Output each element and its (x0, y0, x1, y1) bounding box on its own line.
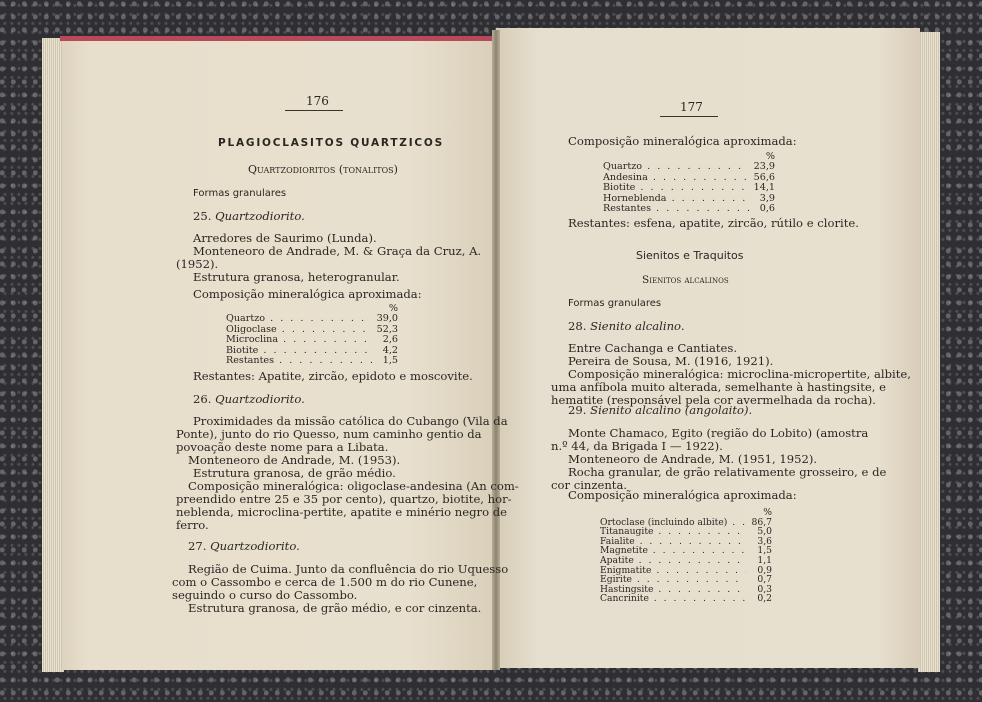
text-line: Pereira de Sousa, M. (1916, 1921). (568, 354, 774, 368)
page-number-rule (285, 110, 343, 111)
page-edges-left (42, 38, 64, 672)
text-line: hematite (responsável pela cor avermelhada da rocha). (551, 393, 876, 407)
remainder-text: Restantes: esfena, apatite, zircão, rútilo e clorite. (568, 216, 859, 230)
text-line: Composição mineralógica: oligoclase-andesina (An com- (188, 479, 519, 493)
entry-number: 28. (568, 319, 587, 333)
table-row: Microclina . . . 2,6 (226, 335, 398, 345)
text-line: Monteneoro de Andrade, M. (1953). (188, 453, 401, 467)
composition-label: Composição mineralógica aproximada: (568, 488, 797, 502)
mineral-table (226, 304, 398, 366)
composition-label: Composição mineralógica aproximada: (568, 134, 797, 148)
percent-header: % (388, 303, 398, 314)
remainder-text: Restantes: Apatite, zircão, epidoto e moscovite. (193, 369, 473, 383)
table-row: Magnetite . . . 1,5 (600, 546, 772, 556)
text-line: neblenda, microclina-pertite, apatite e minério negro de (176, 505, 508, 519)
table-row: Restantes . . . 1,5 (226, 356, 398, 366)
page-edges-right (918, 32, 940, 672)
text-line: Entre Cachanga e Cantiates. (568, 341, 738, 355)
percent-header: % (763, 507, 772, 518)
section-title: PLAGIOCLASITOS QUARTZICOS (218, 137, 445, 149)
group-heading: Formas granulares (193, 188, 287, 199)
text-line: com o Cassombo e cerca de 1.500 m do rio Cunene, (172, 575, 478, 589)
table-row: Faialite . . . 3,6 (600, 537, 772, 547)
table-row: Quartzo . . . 39,0 (226, 314, 398, 324)
entry-heading (188, 540, 300, 553)
text-line: (1952). (176, 257, 219, 271)
entry-name: Quartzodiorito. (215, 209, 305, 223)
text-line: Região de Cuima. Junto da confluência do rio Uquesso (188, 562, 509, 576)
section-title: Sienitos e Traquitos (636, 249, 744, 262)
entry-name: Quartzodiorito. (210, 539, 300, 553)
mineral-table (603, 152, 775, 214)
text-line: cor cinzenta. (551, 478, 628, 492)
text-line: Monte Chamaco, Egito (região do Lobito) (amostra (568, 426, 869, 440)
group-heading: Formas granulares (568, 298, 662, 309)
text-line: ferro. (176, 518, 209, 532)
subsection-title: Sienitos alcalinos (642, 274, 729, 286)
text-line: seguindo o curso do Cassombo. (172, 588, 358, 602)
entry-number: 25. (193, 209, 212, 223)
table-row: Restantes . . . 0,6 (603, 204, 775, 214)
page-number: 176 (306, 94, 329, 108)
table-row: Andesina . . . 56,6 (603, 173, 775, 183)
text-line: Composição mineralógica: microclina-micropertite, albite, (568, 367, 911, 381)
text-line: Estrutura granosa, de grão médio, e cor cinzenta. (188, 601, 482, 615)
table-row: Egirite . . . 0,7 (600, 575, 772, 585)
entry-number: 27. (188, 539, 207, 553)
table-row: Cancrinite . . . 0,2 (600, 594, 772, 604)
entry-heading (568, 404, 752, 417)
entry-number: 29. (568, 403, 587, 417)
table-row: Horneblenda . . . 3,9 (603, 194, 775, 204)
text-line: Ponte), junto do rio Quesso, num caminho gentio da (176, 427, 482, 441)
table-row: Biotite . . . 14,1 (603, 183, 775, 193)
headband (60, 36, 500, 41)
table-row: Enigmatite . . . 0,9 (600, 566, 772, 576)
entry-heading (568, 320, 685, 333)
entry-name: Quartzodiorito. (215, 392, 305, 406)
table-row: Quartzo . . . 23,9 (603, 162, 775, 172)
percent-header: % (765, 151, 775, 162)
text-line: Estrutura granosa, heterogranular. (193, 270, 400, 284)
entry-heading (193, 393, 305, 406)
table-row: Biotite . . . 4,2 (226, 346, 398, 356)
text-line: Monteneoro de Andrade, M. (1951, 1952). (568, 452, 818, 466)
text-line: povoação deste nome para a Libata. (176, 440, 389, 454)
table-row: Ortoclase (incluindo albite) . . . 86,7 (600, 518, 772, 528)
text-line: preendido entre 25 e 35 por cento), quartzo, biotite, hor- (176, 492, 512, 506)
table-row: Apatite . . . 1,1 (600, 556, 772, 566)
text-line: Arredores de Saurimo (Lunda). (193, 231, 377, 245)
page-number-rule (660, 116, 718, 117)
composition-label: Composição mineralógica aproximada: (193, 287, 422, 301)
text-line: Rocha granular, de grão relativamente grosseiro, e de (568, 465, 887, 479)
text-line: n.º 44, da Brigada I — 1922). (551, 439, 723, 453)
page-number: 177 (680, 100, 703, 114)
text-line: uma anfíbola muito alterada, semelhante à hastingsite, e (551, 380, 886, 394)
text-line: Monteneoro de Andrade, M. & Graça da Cruz, A. (193, 244, 482, 258)
mineral-table (600, 508, 772, 604)
entry-name: Sienito alcalino (angolaito). (590, 403, 753, 417)
entry-number: 26. (193, 392, 212, 406)
entry-name: Sienito alcalino. (590, 319, 685, 333)
table-row: Titanaugite . . . 5,0 (600, 527, 772, 537)
entry-heading (193, 210, 305, 223)
table-row: Oligoclase . . . 52,3 (226, 325, 398, 335)
table-row: Hastingsite . . . 0,3 (600, 585, 772, 595)
subsection-title: Quartzodioritos (tonalitos) (248, 163, 398, 176)
text-line: Proximidades da missão católica do Cubango (Vila da (193, 414, 508, 428)
text-line: Estrutura granosa, de grão médio. (193, 466, 396, 480)
